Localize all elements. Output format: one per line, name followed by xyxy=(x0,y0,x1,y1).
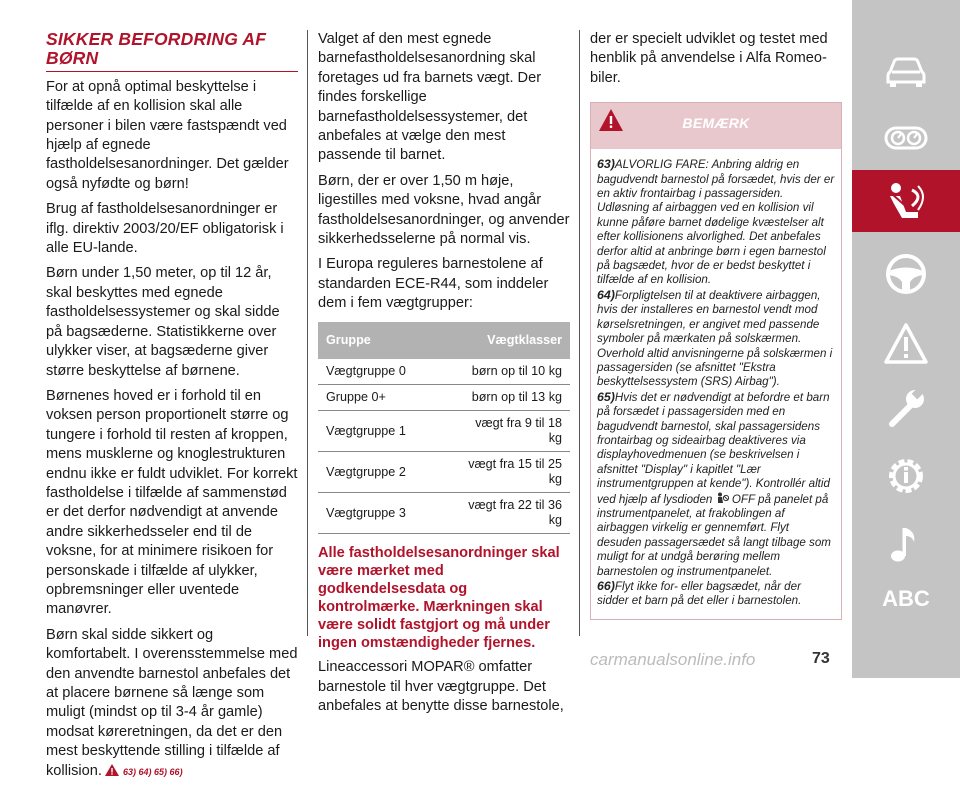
table-cell: vægt fra 9 til 18 kg xyxy=(454,411,570,452)
seat-safety-icon xyxy=(884,180,928,224)
column-divider xyxy=(579,30,580,636)
emphasis-paragraph: Alle fastholdelsesanordninger skal være mærket med godkendelsesdata og kontrolmærke. Mærkningen skal være solidt fastgjort og må under ingen omstændigheder fjernes. xyxy=(318,545,560,652)
table-row xyxy=(318,493,570,534)
column-2 xyxy=(318,30,570,722)
sidebar-item-safety[interactable] xyxy=(852,170,960,232)
paragraph: For at opnå optimal beskyttelse i tilfælde af en kollision skal alle personer i bilen være fastspændt ved hjælp af egnede fastholdelsesanordninger. Det gælder også nyfødte og børn! xyxy=(46,78,289,192)
paragraph: der er specielt udviklet og testet med henblik på anvendelse i Alfa Romeo-biler. xyxy=(590,31,828,86)
table-row xyxy=(318,385,570,411)
column-3 xyxy=(590,30,842,620)
sidebar-item-maintenance[interactable] xyxy=(852,376,960,438)
paragraph: Lineaccessori MOPAR® omfatter barnestole til hver vægtgruppe. Det anbefales at benytte disse barnestole, xyxy=(318,659,564,714)
sidebar-item-instruments[interactable] xyxy=(852,108,960,170)
steering-wheel-icon xyxy=(884,252,928,296)
sidebar-item-starting-driving[interactable] xyxy=(852,242,960,304)
table-row xyxy=(318,411,570,452)
note-number: 64) xyxy=(597,287,615,302)
sidebar-item-emergency[interactable] xyxy=(852,312,960,374)
chapter-sidebar xyxy=(852,0,960,678)
car-icon xyxy=(884,50,928,90)
paragraph: Børn, der er over 1,50 m høje, ligestilles med voksne, hvad angår fastholdelsesanordninger, og anvender sikkerhedsselerne på normal vis. xyxy=(318,172,570,248)
note-title: BEMÆRK xyxy=(682,115,750,132)
note-body xyxy=(591,149,841,619)
table-cell: Vægtgruppe 2 xyxy=(318,452,454,493)
note-box xyxy=(590,102,842,620)
paragraph: Børnenes hoved er i forhold til en voksen person proportionelt større og tungere i forhold til resten af kroppen, mens musklerne og knoglestrukturen endnu ikke er fuldt udviklet. For korrekt fastholdelse i tilfælde af sammenstød er det derfor nødvendigt at anvende andre sikkerhedsseler end til de voksne, for at minimere risikoen for personskade i tilfælde af ulykker, opbremsninger eller uventede manøvrer. xyxy=(46,387,298,618)
table-cell: Vægtgruppe 0 xyxy=(318,359,454,385)
note-text: Flyt ikke for- eller bagsædet, når der sidder et barn på det eller i barnestolen. xyxy=(597,580,802,608)
note-text: Hvis det er nødvendigt at befordre et barn på forsædet i passagersiden med en bagudvendt barnestol, skal passagersidens frontairbag og sideairbag deaktiveres via displayhovedmenuen (se beskrivelsen i afsnittet "Display" i kapitlet "Lær instrumentgruppen at kende"). Kontrollér altid ved hjælp af lysdioden xyxy=(597,390,830,506)
note-number: 65) xyxy=(597,389,615,404)
watermark: carmanualsonline.info xyxy=(590,650,756,669)
heading-rule xyxy=(46,71,298,72)
column-header: Gruppe xyxy=(318,322,454,359)
sidebar-item-technical-data[interactable] xyxy=(852,444,960,506)
page-number: 73 xyxy=(812,650,830,667)
paragraph: Valget af den mest egnede barnefastholdelsesanordning skal foretages ud fra barnets vægt. Der findes forskellige barnefastholdelsessystemer, det anbefales at vælge den mest passende til barnet. xyxy=(318,31,542,164)
table-row xyxy=(318,452,570,493)
column-1 xyxy=(46,30,298,788)
table-row xyxy=(318,359,570,385)
paragraph: I Europa reguleres barnestolene af standarden ECE-R44, som inddeler dem i fem vægtgrupper: xyxy=(318,256,549,312)
note-item xyxy=(597,157,835,288)
weight-group-table xyxy=(318,322,570,534)
wrench-icon xyxy=(884,386,928,430)
gauge-cluster-icon xyxy=(884,118,928,158)
note-header xyxy=(591,103,841,149)
table-header-row xyxy=(318,322,570,359)
column-header: Vægtklasser xyxy=(454,322,570,359)
note-text: Forpligtelsen til at deaktivere airbaggen, hvis der installeres en barnestol vendt mod kørselsretningen, er angivet med passende symboler på mærkaten på solskærmen. Overhold altid anvisningerne på solskærmen i passagersiden (se afsnittet "Ekstra beskyttelsessystem (SRS) Airbag"). xyxy=(597,288,833,389)
sidebar-item-multimedia[interactable] xyxy=(852,512,960,574)
note-number: 66) xyxy=(597,579,615,593)
table-cell: vægt fra 15 til 25 kg xyxy=(454,452,570,493)
paragraph-with-refs xyxy=(46,626,298,782)
section-heading: SIKKER BEFORDRING AF BØRN xyxy=(46,29,267,69)
table-cell: vægt fra 22 til 36 kg xyxy=(454,493,570,534)
table-cell: børn op til 13 kg xyxy=(454,385,570,411)
sidebar-item-index[interactable]: ABC xyxy=(882,586,930,611)
warning-triangle-icon xyxy=(105,764,119,776)
note-item xyxy=(597,579,835,609)
note-text: ALVORLIG FARE: Anbring aldrig en bagudvendt barnestol på forsædet, hvis der er en aktiv frontairbag i passagersiden. Udløsning af airbaggen ved en kollision vil kunne påføre barnet dødelige kvæstelser alt efter kollisionens alvorlighed. Det anbefales derfor altid at anbringe børn i egen barnestol på bagsædet, hvor de er bedst beskyttet i tilfælde af en kollision. xyxy=(597,158,835,287)
table-cell: Gruppe 0+ xyxy=(318,385,454,411)
table-cell: Vægtgruppe 1 xyxy=(318,411,454,452)
paragraph-text: Børn skal sidde sikkert og komfortabelt. I overensstemmelse med den anvendte barnestol anbefales det at placere børnene så længe som muligt (mindst op til 3-4 år gamle) modsat køreretningen, da det er den mest beskyttende stilling i tilfælde af kollision. xyxy=(46,626,298,779)
paragraph: Børn under 1,50 meter, op til 12 år, skal beskyttes med egnede fastholdelsessystemer og skal sidde på bagsæderne. Statistikkerne over ulykker viser, at bagsæderne giver større beskyttelse af børnene. xyxy=(46,265,280,379)
column-divider xyxy=(307,30,308,636)
sidebar-item-car[interactable] xyxy=(852,40,960,102)
footnote-refs[interactable]: 63) 64) 65) 66) xyxy=(123,766,183,777)
gear-info-icon xyxy=(884,454,928,498)
airbag-off-icon xyxy=(716,492,729,504)
music-note-icon xyxy=(884,522,928,566)
note-text: OFF på panelet på instrumentpanelet, at frakoblingen af airbaggen virkelig er gennemført. Flyt desuden passagersædet så langt tilbage som muligt for at undgå berøring mellem barnestolen og instrumentpanelet. xyxy=(597,492,831,578)
table-cell: børn op til 10 kg xyxy=(454,359,570,385)
table-cell: Vægtgruppe 3 xyxy=(318,493,454,534)
note-item xyxy=(597,390,835,579)
note-item xyxy=(597,288,835,390)
warning-triangle-icon xyxy=(884,322,928,366)
note-number: 63) xyxy=(597,157,615,172)
paragraph: Brug af fastholdelsesanordninger er iflg. direktiv 2003/20/EF obligatorisk i alle EU-lande. xyxy=(46,201,284,257)
